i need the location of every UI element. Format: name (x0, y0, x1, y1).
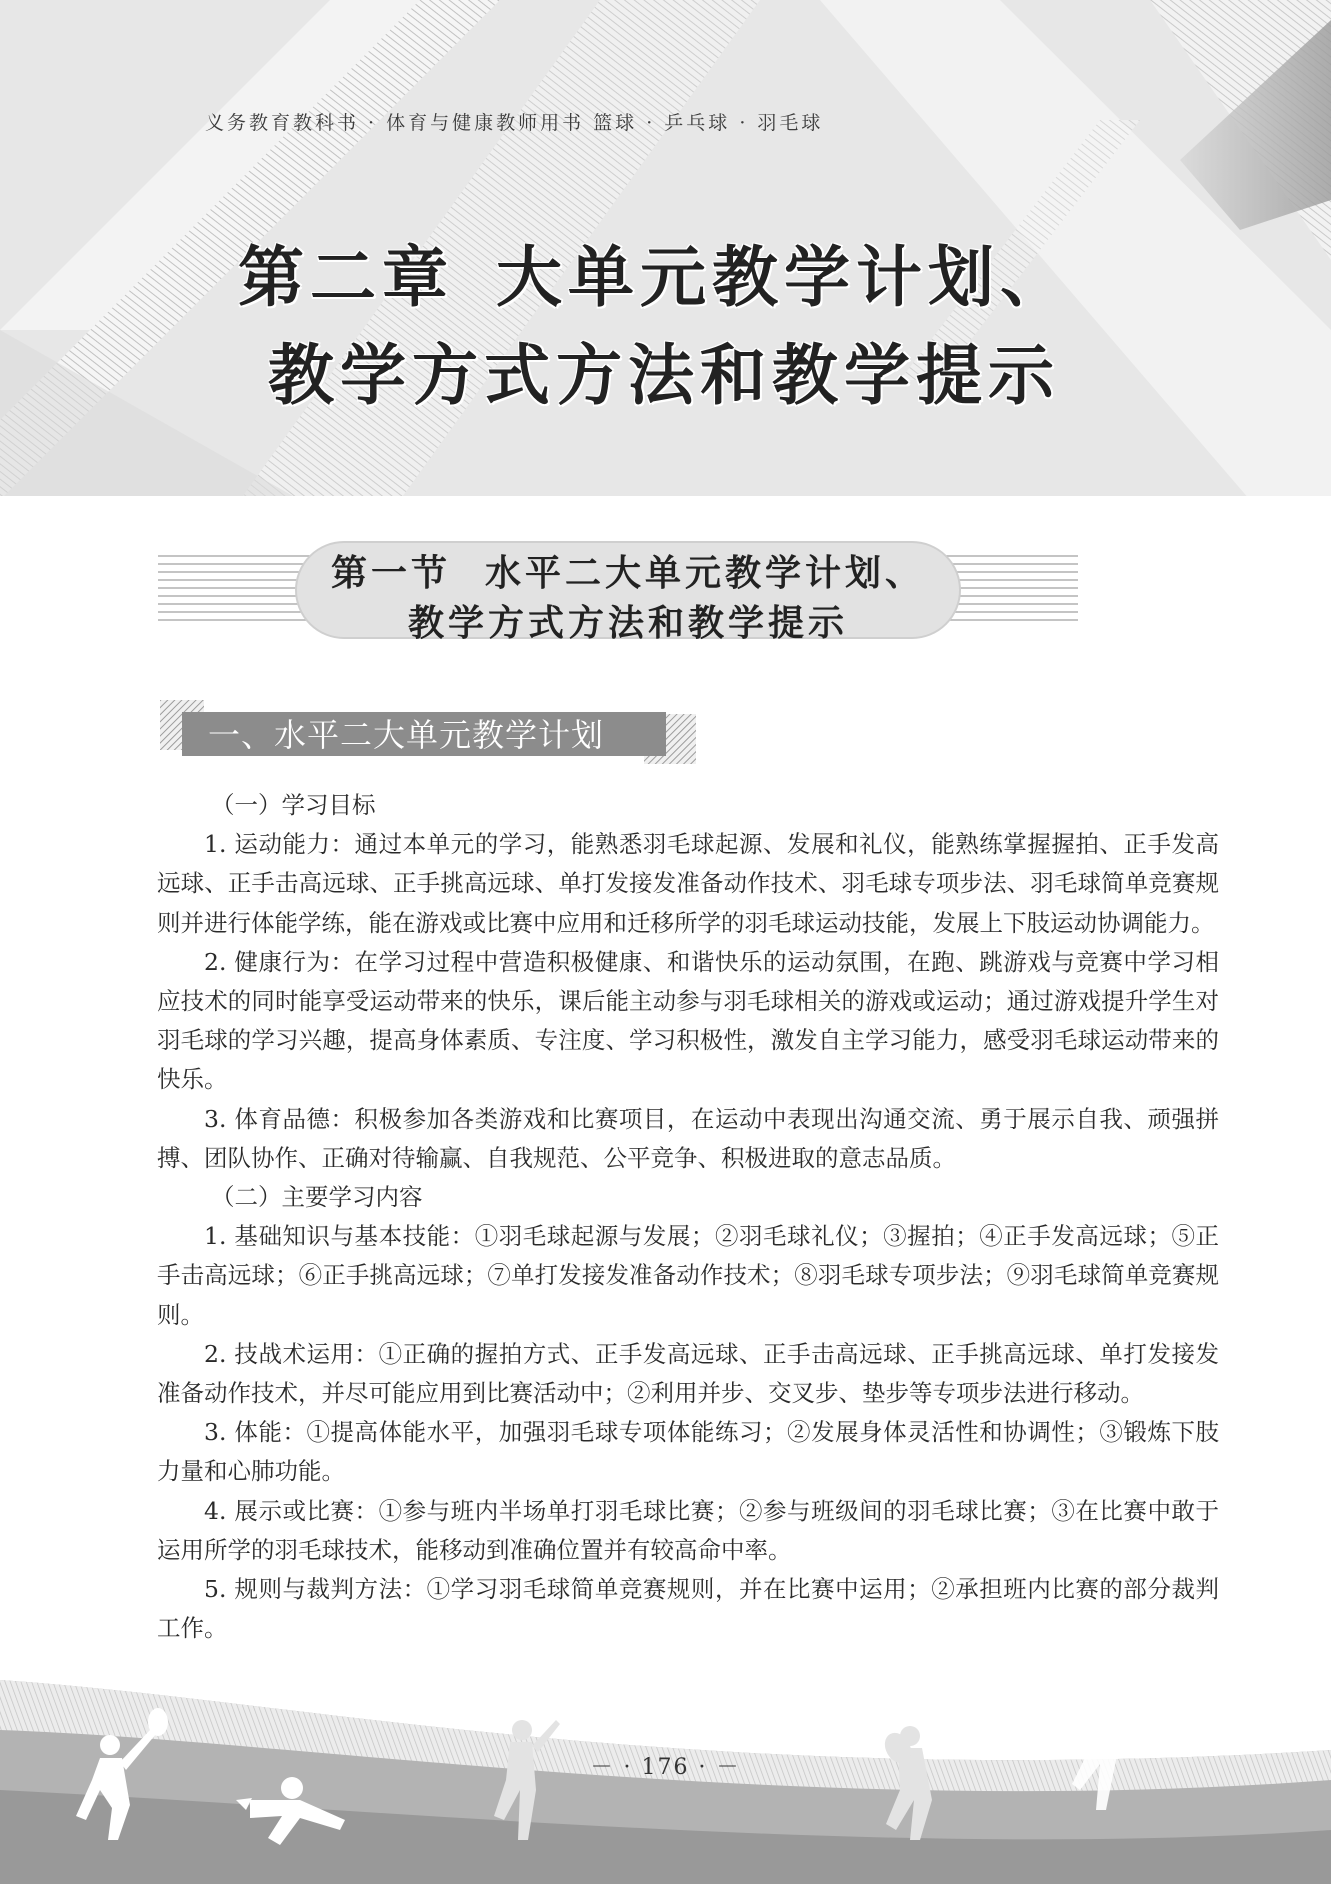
running-head: 义务教育教科书 · 体育与健康教师用书 篮球 · 乒乓球 · 羽毛球 (205, 112, 824, 134)
paragraph-fitness: 3. 体能：①提高体能水平，加强羽毛球专项体能练习；②发展身体灵活性和协调性；③锻炼下肢力量和心肺功能。 (157, 1418, 1219, 1486)
subsection-heading (160, 700, 700, 766)
paragraph-health-behavior: 2. 健康行为：在学习过程中营造积极健康、和谐快乐的运动氛围，在跑、跳游戏与竞赛中学习相应技术的同时能享受运动带来的快乐，课后能主动参与羽毛球相关的游戏或运动；通过游戏提升学生对羽毛球的学习兴趣，提高身体素质、专注度、学习积极性，激发自主学习能力，感受羽毛球运动带来的快乐。 (157, 947, 1219, 1094)
section-heading (158, 540, 1078, 644)
paragraph-sports-morality: 3. 体育品德：积极参加各类游戏和比赛项目，在运动中表现出沟通交流、勇于展示自我、顽强拼搏、团队协作、正确对待输赢、自我规范、公平竞争、积极进取的意志品质。 (157, 1104, 1219, 1172)
chapter-title-line-2: 教学方式方法和教学提示 (268, 336, 1060, 414)
page-number: － · 176 · － (590, 1755, 741, 1780)
section-title-line-1: 水平二大单元教学计划、 (485, 552, 926, 594)
paragraph-motor-ability: 1. 运动能力：通过本单元的学习，能熟悉羽毛球起源、发展和礼仪，能熟练掌握握拍、正手发高远球、正手击高远球、正手挑高远球、单打发接发准备动作技术、羽毛球专项步法、羽毛球简单竞赛规则并进行体能学练，能在游戏或比赛中应用和迁移所学的羽毛球运动技能，发展上下肢运动协调能力。 (157, 830, 1219, 937)
header-banner (0, 0, 1331, 500)
chapter-title (238, 228, 1238, 424)
section-number: 第一节 (330, 552, 451, 594)
body-text (157, 786, 1219, 1648)
subsection-title: 一、水平二大单元教学计划 (208, 716, 605, 754)
section-title-line-2: 教学方式方法和教学提示 (407, 602, 848, 644)
chapter-number: 第二章 (238, 238, 454, 316)
content-heading-learning-goals: （一）学习目标 (211, 791, 376, 819)
paragraph-competition: 4. 展示或比赛：①参与班内半场单打羽毛球比赛；②参与班级间的羽毛球比赛；③在比赛中敢于运用所学的羽毛球技术，能移动到准确位置并有较高命中率。 (157, 1496, 1219, 1564)
paragraph-basic-skills: 1. 基础知识与基本技能：①羽毛球起源与发展；②羽毛球礼仪；③握拍；④正手发高远球；⑤正手击高远球；⑥正手挑高远球；⑦单打发接发准备动作技术；⑧羽毛球专项步法；⑨羽毛球简单竞赛规则。 (157, 1222, 1219, 1329)
chapter-title-line-1: 大单元教学计划、 (496, 238, 1072, 316)
content-heading-main-content: （二）主要学习内容 (211, 1183, 423, 1212)
section-title (308, 548, 948, 648)
paragraph-rules-refereeing: 5. 规则与裁判方法：①学习羽毛球简单竞赛规则，并在比赛中运用；②承担班内比赛的部分裁判工作。 (157, 1575, 1219, 1643)
paragraph-tactics: 2. 技战术运用：①正确的握拍方式、正手发高远球、正手击高远球、正手挑高远球、单打发接发准备动作技术，并尽可能应用到比赛活动中；②利用并步、交叉步、垫步等专项步法进行移动。 (157, 1339, 1219, 1408)
